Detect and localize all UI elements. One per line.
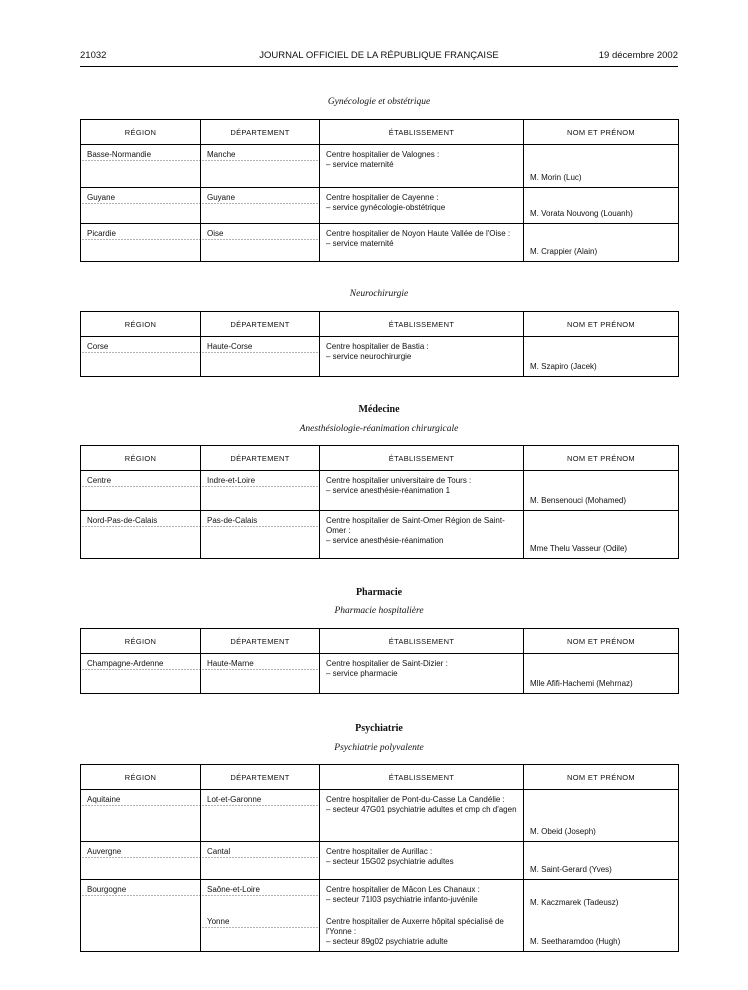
nom-cell: M. Seetharamdoo (Hugh) xyxy=(524,912,679,952)
column-header-nom: NOM ET PRÉNOM xyxy=(524,312,679,337)
nom-cell: M. Crappier (Alain) xyxy=(524,224,679,262)
nom-cell: M. Kaczmarek (Tadeusz) xyxy=(524,880,679,912)
table-row xyxy=(81,912,679,952)
table-row xyxy=(81,224,679,262)
data-table xyxy=(80,764,679,952)
table-row xyxy=(81,188,679,224)
table-row xyxy=(81,471,679,511)
departement-cell: Indre-et-Loire xyxy=(201,471,320,511)
etablissement-cell: Centre hospitalier de Saint-Omer Région de Saint-Omer : – service anesthésie-réanimation xyxy=(320,511,524,559)
column-header-region: RÉGION xyxy=(81,312,201,337)
etablissement-cell: Centre hospitalier de Cayenne : – service gynécologie-obstétrique xyxy=(320,188,524,224)
nom-cell: M. Morin (Luc) xyxy=(524,145,679,188)
column-header-nom: NOM ET PRÉNOM xyxy=(524,765,679,790)
etablissement-cell: Centre hospitalier de Saint-Dizier : – service pharmacie xyxy=(320,654,524,694)
page-header xyxy=(80,50,678,66)
departement-cell: Saône-et-Loire xyxy=(201,880,320,912)
departement-cell: Guyane xyxy=(201,188,320,224)
etablissement-cell: Centre hospitalier de Valognes : – service maternité xyxy=(320,145,524,188)
table-row xyxy=(81,654,679,694)
data-table xyxy=(80,628,679,694)
etablissement-cell: Centre hospitalier de Mâcon Les Chanaux : – secteur 71I03 psychiatrie infanto-juvénile xyxy=(320,880,524,912)
column-header-etablissement: ÉTABLISSEMENT xyxy=(320,120,524,145)
etablissement-cell: Centre hospitalier de Auxerre hôpital spécialisé de l'Yonne : – secteur 89g02 psychiatrie adulte xyxy=(320,912,524,952)
table-row xyxy=(81,511,679,559)
publication-date: 19 décembre 2002 xyxy=(598,50,678,61)
column-header-etablissement: ÉTABLISSEMENT xyxy=(320,765,524,790)
nom-cell: M. Saint-Gerard (Yves) xyxy=(524,842,679,880)
departement-cell: Manche xyxy=(201,145,320,188)
column-header-nom: NOM ET PRÉNOM xyxy=(524,446,679,471)
column-header-etablissement: ÉTABLISSEMENT xyxy=(320,312,524,337)
nom-cell: M. Bensenouci (Mohamed) xyxy=(524,471,679,511)
section-subtitle: Psychiatrie polyvalente xyxy=(334,743,424,753)
column-header-departement: DÉPARTEMENT xyxy=(201,629,320,654)
region-cell xyxy=(81,912,201,952)
column-header-etablissement: ÉTABLISSEMENT xyxy=(320,629,524,654)
table-row xyxy=(81,145,679,188)
etablissement-cell: Centre hospitalier de Noyon Haute Vallée de l'Oise : – service maternité xyxy=(320,224,524,262)
column-header-departement: DÉPARTEMENT xyxy=(201,312,320,337)
nom-cell: M. Vorata Nouvong (Louanh) xyxy=(524,188,679,224)
region-cell: Aquitaine xyxy=(81,790,201,842)
journal-title: JOURNAL OFFICIEL DE LA RÉPUBLIQUE FRANÇAISE xyxy=(259,50,499,61)
column-header-nom: NOM ET PRÉNOM xyxy=(524,120,679,145)
region-cell: Nord-Pas-de-Calais xyxy=(81,511,201,559)
region-cell: Corse xyxy=(81,337,201,377)
etablissement-cell: Centre hospitalier universitaire de Tours : – service anesthésie-réanimation 1 xyxy=(320,471,524,511)
region-cell: Basse-Normandie xyxy=(81,145,201,188)
data-table xyxy=(80,119,679,262)
region-cell: Centre xyxy=(81,471,201,511)
column-header-departement: DÉPARTEMENT xyxy=(201,120,320,145)
etablissement-cell: Centre hospitalier de Aurillac : – secteur 15G02 psychiatrie adultes xyxy=(320,842,524,880)
etablissement-cell: Centre hospitalier de Pont-du-Casse La Candélie : – secteur 47G01 psychiatrie adultes et cmp ch d'agen xyxy=(320,790,524,842)
departement-cell: Oise xyxy=(201,224,320,262)
region-cell: Bourgogne xyxy=(81,880,201,912)
data-table xyxy=(80,311,679,377)
nom-cell: Mme Thelu Vasseur (Odile) xyxy=(524,511,679,559)
column-header-nom: NOM ET PRÉNOM xyxy=(524,629,679,654)
nom-cell: M. Szapiro (Jacek) xyxy=(524,337,679,377)
nom-cell: M. Obeid (Joseph) xyxy=(524,790,679,842)
region-cell: Guyane xyxy=(81,188,201,224)
table-row xyxy=(81,790,679,842)
departement-cell: Cantal xyxy=(201,842,320,880)
table-row xyxy=(81,880,679,912)
table-row xyxy=(81,337,679,377)
departement-cell: Haute-Marne xyxy=(201,654,320,694)
column-header-etablissement: ÉTABLISSEMENT xyxy=(320,446,524,471)
table-row xyxy=(81,842,679,880)
region-cell: Picardie xyxy=(81,224,201,262)
column-header-departement: DÉPARTEMENT xyxy=(201,765,320,790)
header-rule xyxy=(80,66,678,67)
departement-cell: Lot-et-Garonne xyxy=(201,790,320,842)
section-title: Pharmacie xyxy=(355,587,403,598)
section-title: Psychiatrie xyxy=(355,723,403,734)
etablissement-cell: Centre hospitalier de Bastia : – service neurochirurgie xyxy=(320,337,524,377)
departement-cell: Yonne xyxy=(201,912,320,952)
column-header-region: RÉGION xyxy=(81,765,201,790)
departement-cell: Haute-Corse xyxy=(201,337,320,377)
nom-cell: Mlle Afifi-Hachemi (Mehrnaz) xyxy=(524,654,679,694)
column-header-region: RÉGION xyxy=(81,629,201,654)
data-table xyxy=(80,445,679,559)
departement-cell: Pas-de-Calais xyxy=(201,511,320,559)
section-subtitle: Anesthésiologie-réanimation chirurgicale xyxy=(299,424,459,434)
column-header-region: RÉGION xyxy=(81,120,201,145)
section-title: Médecine xyxy=(358,404,400,415)
section-subtitle: Neurochirurgie xyxy=(349,289,409,299)
page-number: 21032 xyxy=(80,50,107,61)
region-cell: Auvergne xyxy=(81,842,201,880)
column-header-region: RÉGION xyxy=(81,446,201,471)
region-cell: Champagne-Ardenne xyxy=(81,654,201,694)
section-subtitle: Pharmacie hospitalière xyxy=(334,606,424,616)
section-subtitle: Gynécologie et obstétrique xyxy=(327,97,431,107)
column-header-departement: DÉPARTEMENT xyxy=(201,446,320,471)
